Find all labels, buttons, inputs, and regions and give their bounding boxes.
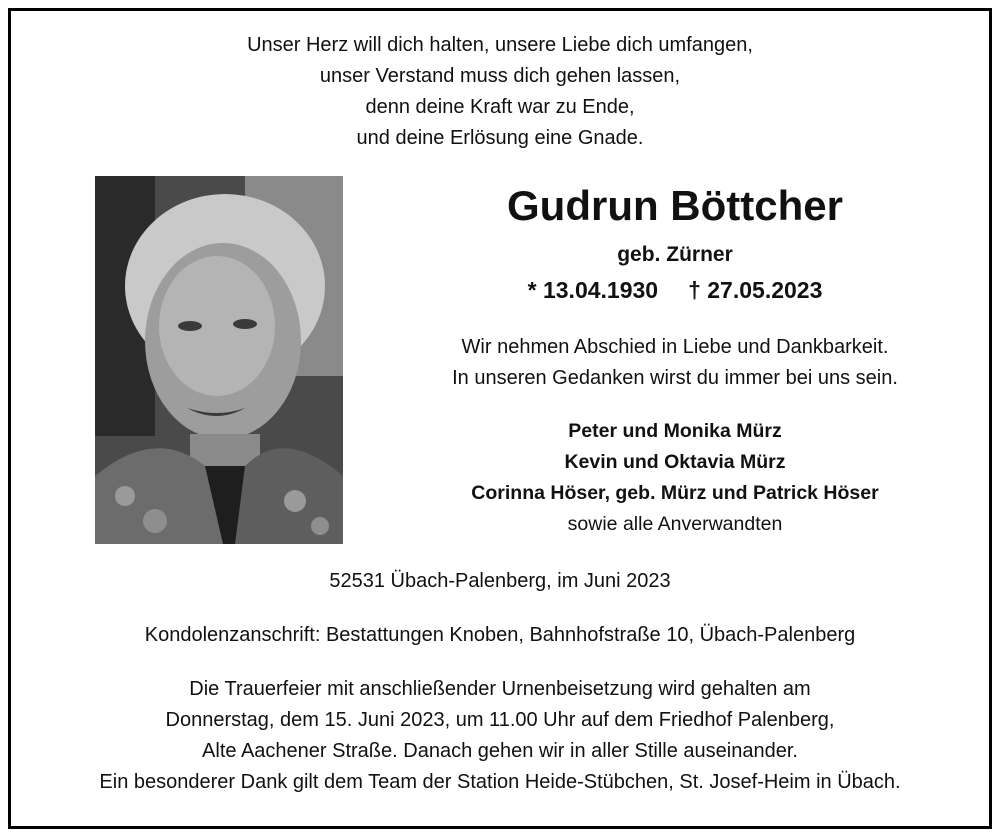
verse-line: denn deine Kraft war zu Ende, — [365, 96, 635, 118]
life-dates — [350, 274, 1000, 306]
farewell-line: In unseren Gedanken wirst du immer bei uns sein. — [452, 367, 898, 389]
portrait-photo — [95, 176, 343, 544]
ceremony-info — [0, 674, 1000, 798]
place-date: 52531 Übach-Palenberg, im Juni 2023 — [329, 570, 671, 592]
birth-date: * 13.04.1930 — [527, 277, 659, 303]
ceremony-line: Ein besonderer Dank gilt dem Team der Station Heide-Stübchen, St. Josef-Heim in Übach. — [99, 771, 901, 793]
verse — [0, 30, 1000, 154]
mourner-entry: Corinna Höser, geb. Mürz und Patrick Höser — [471, 482, 879, 504]
relatives-line: sowie alle Anverwandten — [567, 513, 783, 535]
deceased-name: Gudrun Böttcher — [507, 182, 843, 229]
farewell-line: Wir nehmen Abschied in Liebe und Dankbarkeit. — [461, 336, 889, 358]
farewell-text — [350, 332, 1000, 394]
death-date: † 27.05.2023 — [688, 277, 823, 303]
verse-line: Unser Herz will dich halten, unsere Liebe dich umfangen, — [247, 34, 753, 56]
condolence-address: Kondolenzanschrift: Bestattungen Knoben, Bahnhofstraße 10, Übach-Palenberg — [144, 624, 856, 646]
mourner-entry: Kevin und Oktavia Mürz — [564, 451, 786, 473]
mourner-entry: Peter und Monika Mürz — [568, 420, 782, 442]
verse-line: unser Verstand muss dich gehen lassen, — [319, 65, 681, 87]
verse-line: und deine Erlösung eine Gnade. — [356, 127, 644, 149]
ceremony-line: Donnerstag, dem 15. Juni 2023, um 11.00 Uhr auf dem Friedhof Palenberg, — [165, 709, 835, 731]
mourners — [350, 416, 1000, 540]
ceremony-line: Die Trauerfeier mit anschließender Urnenbeisetzung wird gehalten am — [189, 678, 811, 700]
birth-name: geb. Zürner — [617, 243, 733, 266]
ceremony-line: Alte Aachener Straße. Danach gehen wir in aller Stille auseinander. — [202, 740, 798, 762]
portrait-illustration — [95, 176, 343, 544]
